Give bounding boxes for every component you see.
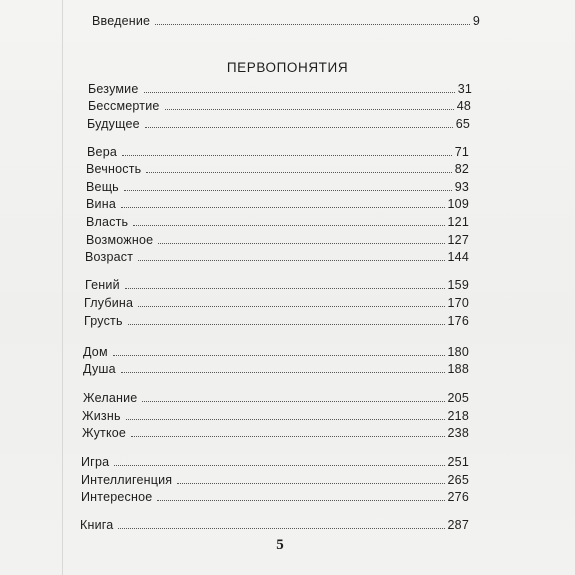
toc-entry-page: 276 — [447, 490, 469, 504]
section-title: ПЕРВОПОНЯТИЯ — [226, 60, 349, 75]
toc-entry-label: Желание — [83, 391, 138, 405]
toc-entry — [86, 162, 469, 176]
toc-entry-page: 205 — [447, 391, 469, 405]
dot-leader — [142, 401, 444, 402]
toc-entry — [82, 426, 469, 440]
dot-leader — [138, 260, 444, 261]
dot-leader — [113, 355, 445, 356]
toc-entry-label: Книга — [80, 518, 114, 532]
toc-entry-page: 48 — [456, 99, 471, 113]
dot-leader — [155, 24, 470, 25]
toc-entry — [86, 215, 469, 229]
toc-entry — [86, 233, 469, 247]
dot-leader — [122, 155, 452, 156]
toc-entry-page: 251 — [447, 455, 469, 469]
toc-entry — [83, 391, 469, 405]
toc-entry — [85, 250, 469, 264]
toc-entry-page: 109 — [447, 197, 469, 211]
toc-entry-label: Игра — [81, 455, 110, 469]
toc-entry — [88, 99, 471, 113]
toc-entry — [81, 490, 469, 504]
toc-entry-page: 127 — [447, 233, 469, 247]
dot-leader — [121, 207, 445, 208]
dot-leader — [118, 528, 444, 529]
toc-entry-label: Вера — [87, 145, 117, 159]
toc-entry — [83, 362, 469, 376]
dot-leader — [126, 419, 445, 420]
toc-entry — [81, 455, 469, 469]
toc-entry-label: Будущее — [87, 117, 140, 131]
dot-leader — [138, 306, 444, 307]
toc-entry-label: Грусть — [84, 314, 123, 328]
toc-entry-page: 180 — [447, 345, 469, 359]
toc-entry — [88, 82, 472, 96]
dot-leader — [124, 190, 452, 191]
toc-entry-label: Интересное — [81, 490, 153, 504]
toc-entry-page: 238 — [447, 426, 469, 440]
dot-leader — [131, 436, 444, 437]
toc-entry — [82, 409, 469, 423]
page-edge-shadow — [62, 0, 63, 575]
toc-entry-label: Безумие — [88, 82, 139, 96]
toc-entry-label: Гений — [85, 278, 120, 292]
dot-leader — [146, 172, 451, 173]
toc-entry-page: 9 — [472, 14, 480, 28]
toc-entry — [81, 473, 469, 487]
toc-entry-page: 265 — [447, 473, 469, 487]
toc-entry — [86, 180, 469, 194]
dot-leader — [128, 324, 445, 325]
toc-entry-page: 176 — [447, 314, 469, 328]
toc-entry-label: Возможное — [86, 233, 154, 247]
dot-leader — [133, 225, 444, 226]
toc-entry-label: Возраст — [85, 250, 134, 264]
dot-leader — [158, 243, 444, 244]
toc-entry-label: Власть — [86, 215, 129, 229]
page-number: 5 — [276, 537, 284, 553]
toc-entry-label: Вещь — [86, 180, 119, 194]
toc-entry-label: Бессмертие — [88, 99, 160, 113]
toc-entry-intro — [92, 14, 480, 28]
toc-entry-label: Жизнь — [82, 409, 121, 423]
dot-leader — [177, 483, 444, 484]
toc-entry-label: Интеллигенция — [81, 473, 173, 487]
toc-entry-page: 287 — [447, 518, 469, 532]
toc-entry-label: Дом — [83, 345, 108, 359]
toc-entry-page: 82 — [454, 162, 469, 176]
toc-entry — [86, 197, 469, 211]
dot-leader — [165, 109, 454, 110]
toc-entry-label: Глубина — [84, 296, 134, 310]
dot-leader — [121, 372, 445, 373]
toc-entry-label: Вина — [86, 197, 116, 211]
dot-leader — [114, 465, 444, 466]
toc-entry — [83, 345, 469, 359]
toc-entry — [87, 145, 469, 159]
dot-leader — [157, 500, 444, 501]
toc-entry-page: 71 — [454, 145, 469, 159]
toc-entry-page: 218 — [447, 409, 469, 423]
dot-leader — [125, 288, 445, 289]
toc-entry-page: 121 — [447, 215, 469, 229]
toc-entry — [80, 518, 469, 532]
toc-entry-label: Вечность — [86, 162, 142, 176]
toc-entry-page: 65 — [455, 117, 470, 131]
toc-entry-page: 188 — [447, 362, 469, 376]
toc-entry — [84, 296, 469, 310]
toc-entry — [87, 117, 470, 131]
toc-entry-page: 144 — [447, 250, 469, 264]
toc-entry-page: 31 — [457, 82, 472, 96]
toc-entry-label: Введение — [92, 14, 151, 28]
toc-entry-page: 170 — [447, 296, 469, 310]
dot-leader — [144, 92, 455, 93]
dot-leader — [145, 127, 453, 128]
toc-entry — [84, 314, 469, 328]
toc-entry-label: Душа — [83, 362, 116, 376]
toc-entry-label: Жуткое — [82, 426, 127, 440]
toc-entry-page: 159 — [447, 278, 469, 292]
toc-entry-page: 93 — [454, 180, 469, 194]
toc-entry — [85, 278, 469, 292]
